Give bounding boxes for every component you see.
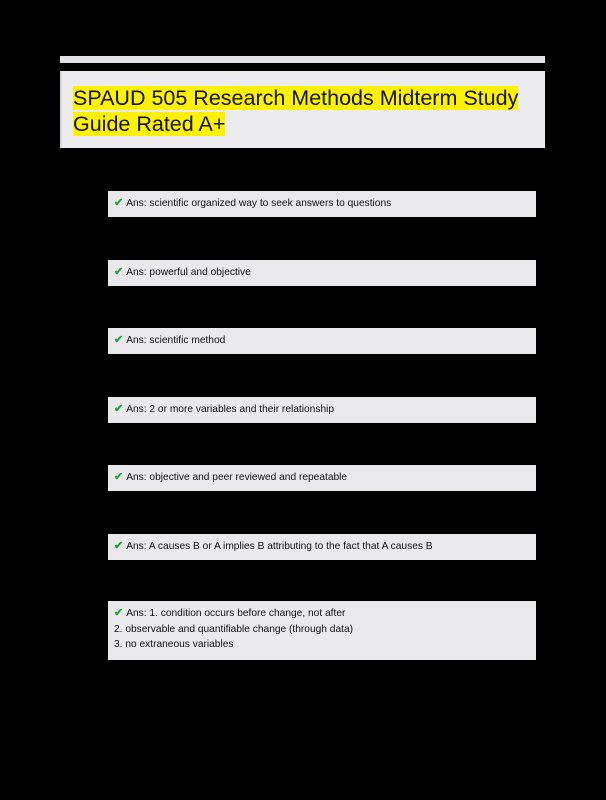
answer-text-2: Ans: powerful and objective <box>126 267 251 278</box>
answer-text-6: Ans: A causes B or A implies B attributing to the fact that A causes B <box>126 541 433 552</box>
answer-text-1: Ans: scientific organized way to seek answers to questions <box>126 198 392 209</box>
answer-text-7: Ans: 1. condition occurs before change, not after 2. observable and quantifiable change (through data) 3. no extraneous variables <box>114 608 354 650</box>
title-box <box>60 71 545 148</box>
top-rule <box>60 56 545 63</box>
answer-block-6 <box>108 534 536 560</box>
checkmark-icon: ✔ <box>114 266 124 278</box>
answer-block-1 <box>108 191 536 217</box>
checkmark-icon: ✔ <box>114 607 124 619</box>
checkmark-icon: ✔ <box>114 403 124 415</box>
document-title: SPAUD 505 Research Methods Midterm Study Guide Rated A+ <box>73 86 519 136</box>
answer-text-5: Ans: objective and peer reviewed and repeatable <box>126 472 348 483</box>
checkmark-icon: ✔ <box>114 334 124 346</box>
answer-text-4: Ans: 2 or more variables and their relationship <box>126 404 335 415</box>
answer-block-5 <box>108 465 536 491</box>
answer-block-7 <box>108 601 536 660</box>
answer-text-3: Ans: scientific method <box>126 335 226 346</box>
answer-block-4 <box>108 397 536 423</box>
checkmark-icon: ✔ <box>114 471 124 483</box>
answer-block-2 <box>108 260 536 286</box>
checkmark-icon: ✔ <box>114 197 124 209</box>
checkmark-icon: ✔ <box>114 540 124 552</box>
answer-block-3 <box>108 328 536 354</box>
